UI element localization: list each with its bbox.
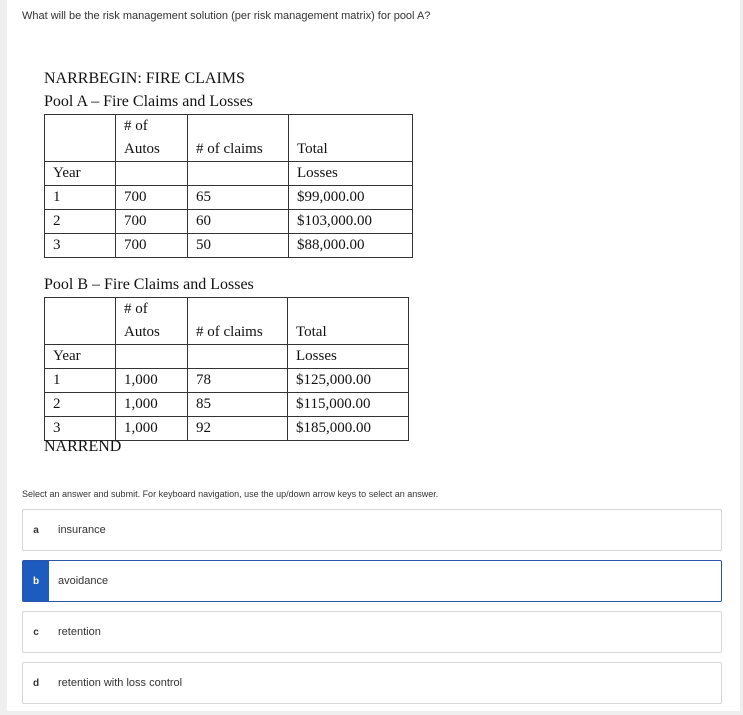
table-row <box>45 393 409 417</box>
pool-b-autos-cell: 1,000 <box>116 393 188 417</box>
pool-a-year-cell: 3 <box>45 234 116 258</box>
pool-a-claims-cell: 60 <box>188 210 289 234</box>
pool-a-autos-cell: 700 <box>116 234 188 258</box>
pool-b-autos-cell: 1,000 <box>116 369 188 393</box>
answer-option-d[interactable] <box>22 662 722 704</box>
narr-end: NARREND <box>44 438 122 455</box>
table-row <box>45 234 413 258</box>
table-row <box>45 186 413 210</box>
pool-b-claims-header: # of claims <box>196 324 263 340</box>
option-text: retention with loss control <box>58 677 183 689</box>
pool-a-claims-cell: 50 <box>188 234 289 258</box>
bottom-frame <box>0 711 743 715</box>
pool-b-losses-cell: $115,000.00 <box>288 393 409 417</box>
answer-instruction: Select an answer and submit. For keyboard navigation, use the up/down arrow keys to select an answer. <box>22 489 439 499</box>
pool-b-year-cell: 2 <box>45 393 116 417</box>
option-letter: d <box>32 677 40 689</box>
pool-a-year-header: Year <box>45 162 116 186</box>
left-frame <box>0 0 7 715</box>
pool-a-autos-cell: 700 <box>116 210 188 234</box>
pool-a-autos-header-1: # of <box>124 118 148 134</box>
narr-begin: NARRBEGIN: FIRE CLAIMS <box>44 70 245 87</box>
answer-option-b[interactable] <box>22 560 722 602</box>
pool-b-autos-cell: 1,000 <box>116 417 188 441</box>
pool-b-claims-cell: 92 <box>188 417 288 441</box>
option-text: insurance <box>58 524 106 536</box>
pool-b-header-row-1 <box>45 298 409 345</box>
pool-a-losses-cell: $88,000.00 <box>289 234 413 258</box>
question-text: What will be the risk management solution (per risk management matrix) for pool A? <box>22 10 431 22</box>
pool-b-claims-cell: 85 <box>188 393 288 417</box>
pool-a-title: Pool A – Fire Claims and Losses <box>44 93 253 110</box>
pool-a-losses-cell: $99,000.00 <box>289 186 413 210</box>
pool-a-claims-header: # of claims <box>196 141 263 157</box>
pool-b-autos-header-1: # of <box>124 301 148 317</box>
pool-a-autos-cell: 700 <box>116 186 188 210</box>
table-row <box>45 210 413 234</box>
pool-b-header-row-2 <box>45 345 409 369</box>
option-letter: b <box>23 561 49 601</box>
pool-a-table <box>44 114 413 258</box>
pool-b-year-header: Year <box>45 345 116 369</box>
pool-b-year-cell: 3 <box>45 417 116 441</box>
table-row <box>45 369 409 393</box>
pool-a-autos-header-2: Autos <box>124 141 160 157</box>
pool-b-total-header-1: Total <box>296 324 327 340</box>
pool-b-table <box>44 297 409 441</box>
pool-b-losses-cell: $125,000.00 <box>288 369 409 393</box>
pool-a-year-cell: 2 <box>45 210 116 234</box>
pool-b-claims-cell: 78 <box>188 369 288 393</box>
answer-option-a[interactable] <box>22 509 722 551</box>
pool-b-title: Pool B – Fire Claims and Losses <box>44 276 254 293</box>
pool-a-header-row-1 <box>45 115 413 162</box>
option-letter: a <box>33 524 39 536</box>
pool-a-total-header-2: Losses <box>289 162 413 186</box>
pool-a-losses-cell: $103,000.00 <box>289 210 413 234</box>
answer-option-c[interactable] <box>22 611 722 653</box>
pool-b-total-header-2: Losses <box>288 345 409 369</box>
pool-b-autos-header-2: Autos <box>124 324 160 340</box>
pool-b-year-cell: 1 <box>45 369 116 393</box>
pool-a-total-header-1: Total <box>297 141 328 157</box>
option-text: avoidance <box>58 575 109 587</box>
pool-a-header-row-2 <box>45 162 413 186</box>
table-row <box>45 417 409 441</box>
option-letter: c <box>33 626 39 638</box>
pool-b-losses-cell: $185,000.00 <box>288 417 409 441</box>
option-text: retention <box>58 626 101 638</box>
pool-a-claims-cell: 65 <box>188 186 289 210</box>
pool-a-year-cell: 1 <box>45 186 116 210</box>
